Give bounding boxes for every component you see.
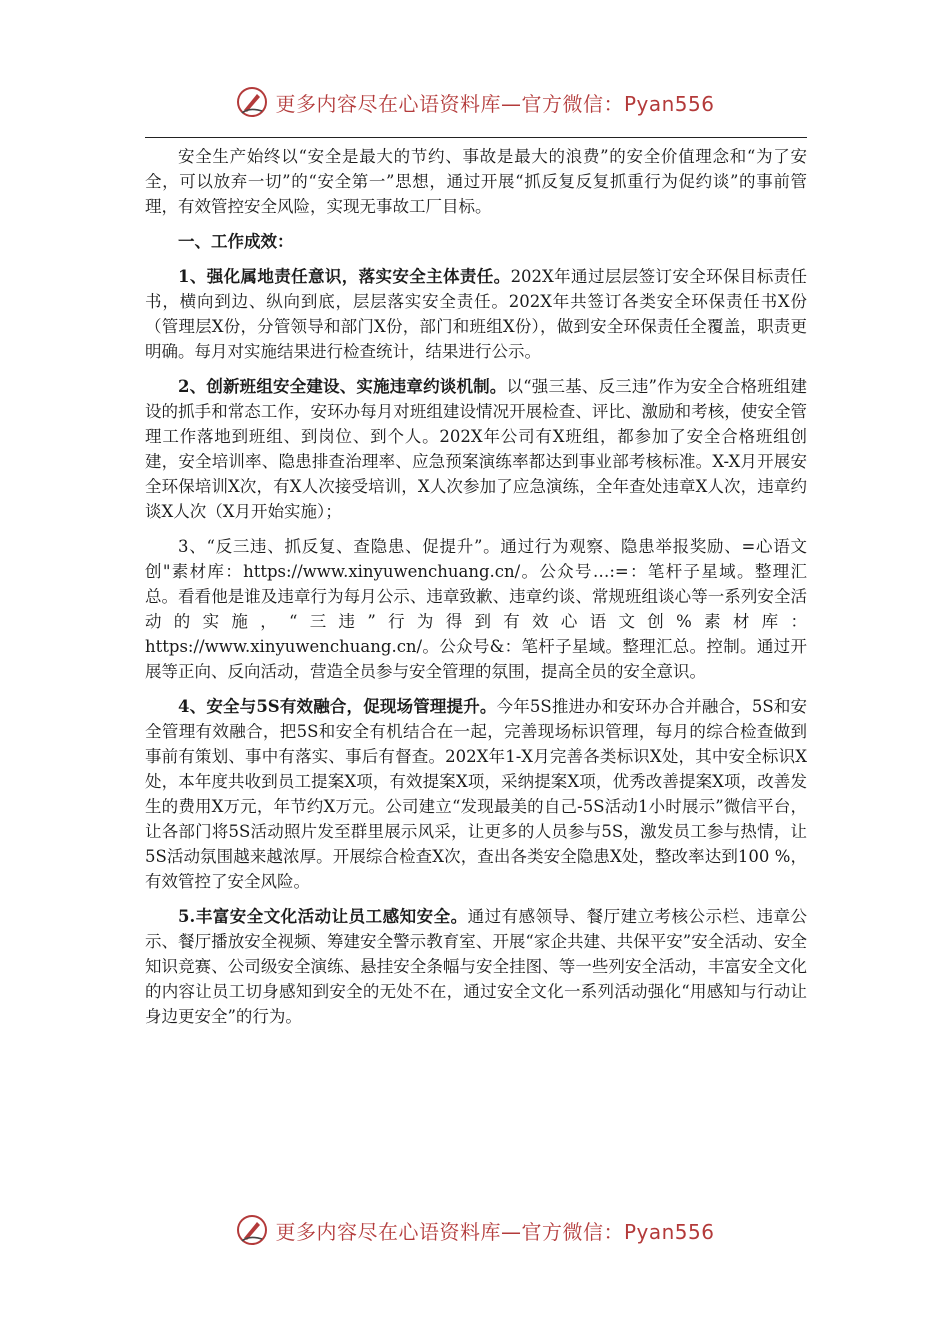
item-2 [145,374,807,524]
quill-logo-icon [235,85,269,119]
footer-banner-text: 更多内容尽在心语资料库—官方微信：Pyan556 [275,1219,715,1244]
item-5 [145,904,807,1029]
item-3 [145,534,807,684]
header-divider [145,137,807,138]
document-body [145,144,807,1039]
item-5-body: 通过有感领导、餐厅建立考核公示栏、违章公示、餐厅播放安全视频、筹建安全警示教育室、开展“家企共建、共保平安”安全活动、安全知识竞赛、公司级安全演练、悬挂安全条幅与安全挂图、等一些列安全活动，丰富安全文化的内容让员工切身感知到安全的无处不在，通过安全文化一系列活动强化“用感知与行动让身边更安全”的行为。 [145,907,808,1026]
item-1 [145,264,807,364]
header-banner [0,80,950,124]
quill-logo-icon [235,1213,269,1247]
item-2-body: 以“强三基、反三违”作为安全合格班组建设的抓手和常态工作，安环办每月对班组建设情况开展检查、评比、激励和考核，使安全管理工作落地到班组、到岗位、到个人。202X年公司有X班组，都参加了安全合格班组创建，安全培训率、隐患排查治理率、应急预案演练率都达到事业部考核标准。X-X月开展安全环保培训X次，有X人次接受培训，X人次参加了应急演练，全年查处违章X人次，违章约谈X人次（X月开始实施）； [145,377,808,521]
item-1-body: 202X年通过层层签订安全环保目标责任书，横向到边、纵向到底，层层落实安全责任。202X年共签订各类安全环保责任书X份（管理层X份，分管领导和部门X份，部门和班组X份），做到安全环保责任全覆盖，职责更明确。每月对实施结果进行检查统计，结果进行公示。 [145,267,807,361]
item-4 [145,694,807,894]
item-4-title: 4、安全与5S有效融合，促现场管理提升。 [178,697,497,716]
item-5-title: 5.丰富安全文化活动让员工感知安全。 [178,907,468,926]
header-banner-text: 更多内容尽在心语资料库—官方微信：Pyan556 [275,91,715,116]
item-1-title: 1、强化属地责任意识，落实安全主体责任。 [178,267,511,286]
item-4-body: 今年5S推进办和安环办合并融合，5S和安全管理有效融合，把5S和安全有机结合在一起，完善现场标识管理，每月的综合检查做到事前有策划、事中有落实、事后有督查。202X年1-X月完善各类标识X处，其中安全标识X处，本年度共收到员工提案X项，有效提案X项，采纳提案X项，优秀改善提案X项，改善发生的费用X万元，年节约X万元。公司建立“发现最美的自己-5S活动1小时展示”微信平台，让各部门将5S活动照片发至群里展示风采，让更多的人员参与5S，激发员工参与热情，让5S活动氛围越来越浓厚。开展综合检查X次，查出各类安全隐患X处，整改率达到100 %，有效管控了安全风险。 [145,697,807,891]
section-heading: 一、工作成效： [178,232,294,251]
item-2-title: 2、创新班组安全建设、实施违章约谈机制。 [178,377,507,396]
footer-banner [0,1208,950,1252]
item-3-body: 3、“反三违、抓反复、查隐患、促提升”。通过行为观察、隐患举报奖励、=心语文创"素材库：https://www.xinyuwenchuang.cn/。公众号…:=：笔杆子星域。整理汇总。看看他是谁及违章行为每月公示、违章致歉、违章约谈、常规班组谈心等一系列安全活动的实施，“三违”行为得到有效心语文创%素材库：https://www.xinyuwenchuang.cn/。公众号&：笔杆子星域。整理汇总。控制。通过开展等正向、反向活动，营造全员参与安全管理的氛围，提高全员的安全意识。 [145,537,807,681]
intro-paragraph: 安全生产始终以“安全是最大的节约、事故是最大的浪费”的安全价值理念和“为了安全，可以放弃一切”的“安全第一”思想，通过开展“抓反复反复抓重行为促约谈”的事前管理，有效管控安全风险，实现无事故工厂目标。 [145,147,807,216]
